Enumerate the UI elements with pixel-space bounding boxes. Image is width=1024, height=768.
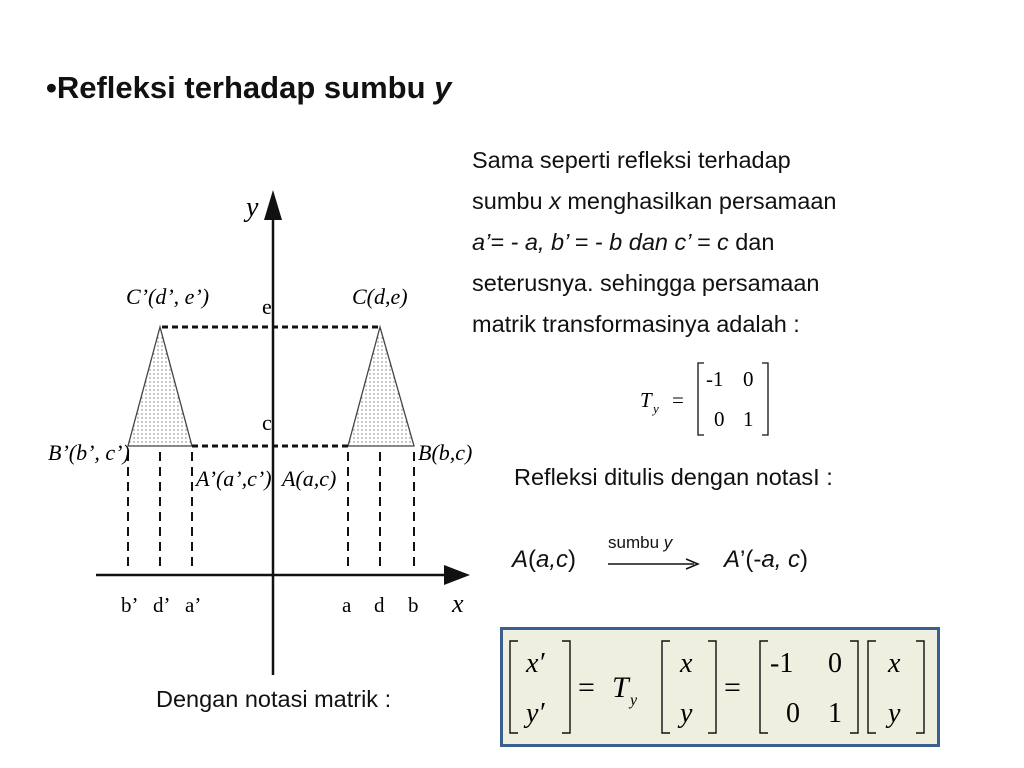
arrow-label-var: y <box>663 533 673 552</box>
mapping-target <box>724 546 808 574</box>
tick-b-prime: b’ <box>121 593 139 617</box>
eq-equals-1: = <box>578 671 595 704</box>
eq-equals-2: = <box>724 671 741 704</box>
ty-sub: y <box>653 401 659 416</box>
label-C-prime: C’(d’, e’) <box>126 284 210 309</box>
para-line-5: matrik transformasinya adalah : <box>472 311 800 337</box>
ty-left-bracket <box>698 363 704 435</box>
point-A-name: A <box>512 546 529 573</box>
ty-right-bracket <box>762 363 768 435</box>
y-axis-label: y <box>246 192 259 223</box>
eq-T-sub: y <box>630 692 638 709</box>
para-line-4: seterusnya. sehingga persamaan <box>472 270 820 296</box>
label-B: B(b,c) <box>418 440 473 465</box>
ty-equals: = <box>672 388 684 412</box>
para-equations: a’= - a, b’ = - b dan c’ = c <box>472 229 729 255</box>
arrow-label <box>608 533 672 553</box>
eq-T: T <box>612 671 629 704</box>
eq-m12: 0 <box>828 648 842 679</box>
tick-c: c <box>262 410 272 435</box>
bullet: • <box>46 70 57 105</box>
para-line-3 <box>472 222 972 263</box>
tick-d-prime: d’ <box>153 593 171 617</box>
x-axis-label: x <box>452 589 464 618</box>
eq-m21: 0 <box>786 698 800 729</box>
eq-x: x <box>680 648 693 679</box>
ty-m21: 0 <box>714 407 725 431</box>
eq-y: y <box>680 698 693 729</box>
para-line-2-a: sumbu <box>472 188 550 214</box>
rhs-args: a, c <box>761 546 801 573</box>
eq-x-2: x <box>888 648 901 679</box>
para-line-3-b: dan <box>728 229 775 255</box>
tick-a-prime: a’ <box>185 593 202 617</box>
lhs-args: a,c <box>536 546 569 573</box>
para-line-2-var: x <box>549 188 561 214</box>
matrix-notation-label: Dengan notasi matrik : <box>156 686 392 712</box>
arrow-label-text: sumbu <box>608 533 664 552</box>
triangle-original <box>348 327 414 446</box>
rhs-prime: ’(- <box>740 546 762 573</box>
ty-m11: -1 <box>706 367 724 391</box>
transformation-matrix-ty <box>630 355 790 445</box>
explanation-paragraph <box>472 140 972 345</box>
point-A-prime-name: A <box>724 546 741 573</box>
lhs-close: ) <box>568 546 577 573</box>
eq-m22: 1 <box>828 698 842 729</box>
title-text: Refleksi terhadap sumbu <box>56 70 435 105</box>
eq-yprime: y′ <box>526 698 545 729</box>
rhs-close: ) <box>800 546 809 573</box>
lhs-open: ( <box>528 546 537 573</box>
ty-m22: 1 <box>743 407 754 431</box>
tick-b: b <box>408 593 419 617</box>
y-axis-arrow <box>264 190 282 220</box>
eq-xprime: x′ <box>526 648 545 679</box>
reflection-diagram <box>40 180 480 680</box>
tick-e: e <box>262 294 272 319</box>
ty-m12: 0 <box>743 367 754 391</box>
para-line-2 <box>472 181 972 222</box>
notation-label: Refleksi ditulis dengan notasI : <box>514 464 833 490</box>
para-line-2-b: menghasilkan persamaan <box>560 188 837 214</box>
tick-a: a <box>342 593 352 617</box>
label-C: C(d,e) <box>352 284 408 309</box>
slide-title <box>46 70 451 106</box>
label-A: A(a,c) <box>282 466 337 491</box>
ty-T: T <box>640 388 652 412</box>
mapping-source <box>512 546 576 574</box>
title-variable: y <box>434 70 452 105</box>
x-axis-arrow <box>444 565 470 585</box>
eq-y-2: y <box>888 698 901 729</box>
matrix-equation <box>500 627 940 747</box>
triangle-reflected <box>128 327 192 446</box>
label-B-prime: B’(b’, c’) <box>48 440 130 465</box>
label-A-prime: A’(a’,c’) <box>196 466 272 491</box>
mapping-arrow <box>606 556 702 572</box>
para-line-1: Sama seperti refleksi terhadap <box>472 147 791 173</box>
eq-m11: -1 <box>770 648 794 679</box>
tick-d: d <box>374 593 385 617</box>
